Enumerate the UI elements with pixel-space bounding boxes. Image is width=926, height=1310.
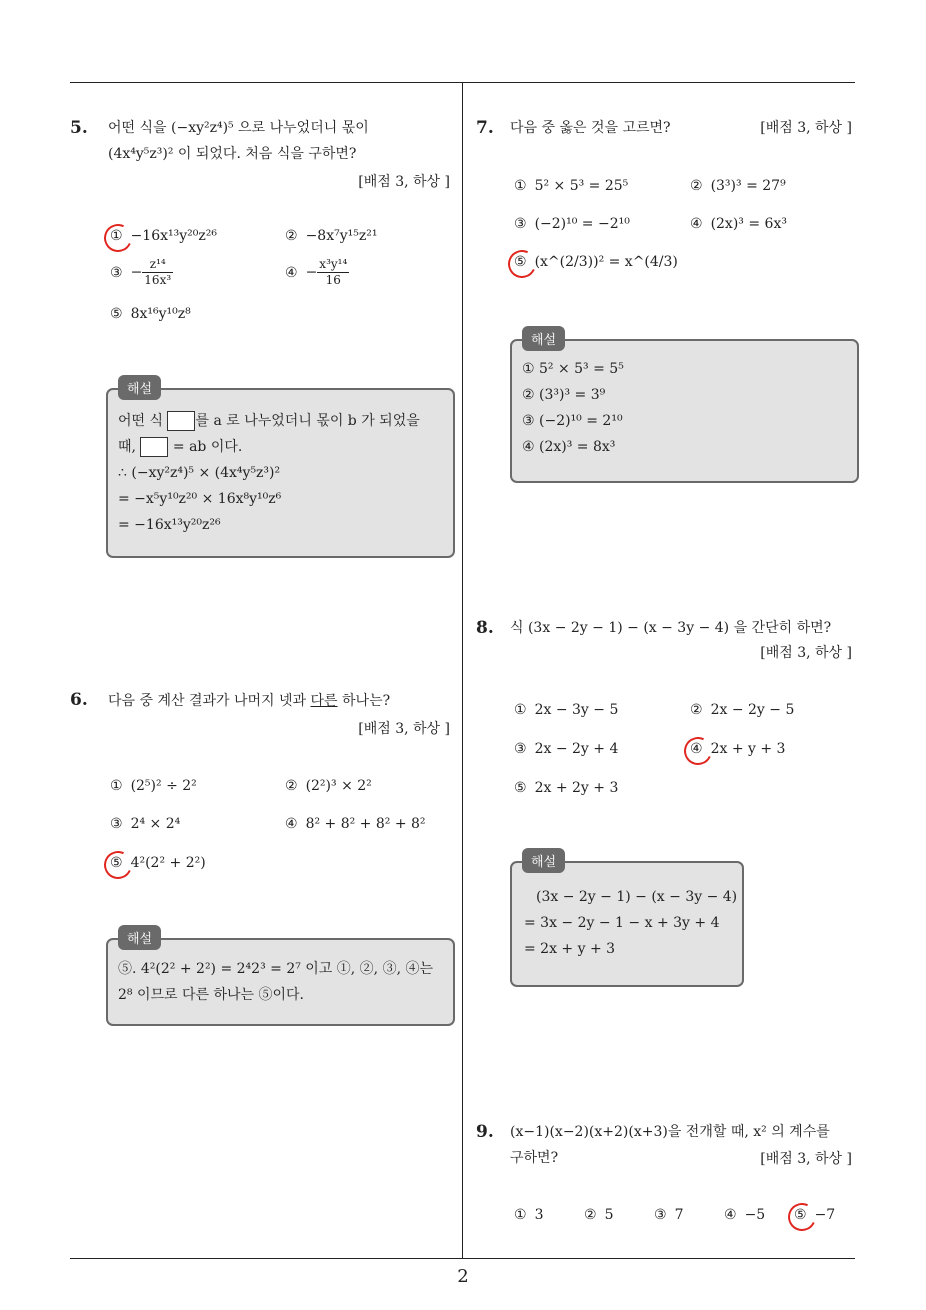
question-8-text: 식 (3x − 2y − 1) − (x − 3y − 4) 을 간단히 하면? [510, 620, 832, 636]
option-mark: ① [514, 178, 527, 194]
q5-option-4[interactable] [285, 257, 349, 288]
option-mark: ⑤ [514, 254, 527, 270]
option-mark: ④ [285, 264, 298, 281]
q5-solution-tag: 해설 [118, 375, 161, 400]
option-mark: ③ [654, 1207, 667, 1223]
bottom-rule [70, 1258, 855, 1259]
page-number: 2 [457, 1266, 469, 1287]
q6-option-3[interactable] [110, 816, 180, 832]
option-text: −5 [744, 1207, 766, 1223]
q7-option-1[interactable] [514, 178, 628, 194]
q5-solution-body [118, 408, 420, 538]
option-mark: ⑤ [514, 780, 527, 796]
q7-option-4[interactable] [690, 216, 787, 232]
solution-text: 를 a 로 나누었더니 몫이 b 가 되었을 [195, 413, 420, 429]
option-text: 2x − 2y − 5 [710, 702, 795, 718]
option-mark: ② [285, 228, 298, 244]
q8-option-3[interactable] [514, 741, 618, 757]
q9-option-2[interactable] [584, 1207, 613, 1223]
option-mark: ① [514, 702, 527, 718]
question-5-score: [배점 3, 하상 ] [358, 174, 450, 190]
q5-option-3[interactable] [110, 257, 173, 288]
solution-line-3: ∴ (−xy²z⁴)⁵ × (4x⁴y⁵z³)² [118, 465, 281, 481]
blank-box [167, 411, 195, 431]
option-text: (−2)¹⁰ = −2¹⁰ [534, 216, 630, 232]
solution-line-2: 2⁸ 이므로 다른 하나는 ⑤이다. [118, 987, 305, 1003]
question-9-number: 9. [476, 1122, 494, 1142]
q7-option-2[interactable] [690, 178, 786, 194]
question-7-number: 7. [476, 118, 494, 138]
fraction-numerator: x³y¹⁴ [319, 257, 348, 271]
answer-circle [784, 1199, 820, 1235]
option-text: (2²)³ × 2² [305, 778, 372, 794]
solution-line-1: ① 5² × 5³ = 5⁵ [522, 361, 624, 377]
solution-text: = ab 이다. [172, 439, 243, 455]
option-prefix: − [305, 264, 318, 281]
q9-option-3[interactable] [654, 1207, 683, 1223]
option-text: 2x + 2y + 3 [534, 780, 619, 796]
q7-option-5[interactable] [514, 254, 678, 270]
option-mark: ⑤ [794, 1207, 807, 1223]
question-9-text-line1: (x−1)(x−2)(x+2)(x+3)을 전개할 때, x² 의 계수를 [510, 1124, 830, 1140]
option-text: −16x¹³y²⁰z²⁶ [130, 228, 217, 244]
question-5-text-line2: (4x⁴y⁵z³)² 이 되었다. 처음 식을 구하면? [108, 146, 357, 162]
option-mark: ③ [514, 216, 527, 232]
question-9-score: [배점 3, 하상 ] [760, 1151, 852, 1167]
answer-circle [504, 246, 540, 282]
option-mark: ③ [110, 816, 123, 832]
solution-text: 어떤 식 [118, 413, 164, 429]
question-5-text-line1: 어떤 식을 (−xy²z⁴)⁵ 으로 나누었더니 몫이 [108, 120, 369, 136]
solution-line-4: ④ (2x)³ = 8x³ [522, 439, 616, 455]
option-mark: ④ [690, 741, 703, 757]
option-text: 7 [674, 1207, 684, 1223]
question-9-text-line2: 구하면? [510, 1150, 559, 1166]
q7-option-3[interactable] [514, 216, 630, 232]
solution-line-3: = 2x + y + 3 [524, 941, 616, 957]
blank-box [140, 437, 168, 457]
question-6-score: [배점 3, 하상 ] [358, 721, 450, 737]
option-fraction [317, 257, 349, 288]
option-mark: ④ [724, 1207, 737, 1223]
option-mark: ① [514, 1207, 527, 1223]
solution-line-2: ② (3³)³ = 3⁹ [522, 387, 606, 403]
q9-option-1[interactable] [514, 1207, 543, 1223]
question-5-number: 5. [70, 118, 88, 138]
option-mark: ② [285, 778, 298, 794]
option-text: −7 [814, 1207, 836, 1223]
option-text: 8x¹⁶y¹⁰z⁸ [130, 306, 191, 322]
option-mark: ② [584, 1207, 597, 1223]
option-mark: ⑤ [110, 306, 123, 322]
q8-option-5[interactable] [514, 780, 618, 796]
q9-option-4[interactable] [724, 1207, 765, 1223]
q6-option-4[interactable] [285, 816, 426, 832]
option-text: 2x − 2y + 4 [534, 741, 619, 757]
option-text: (2x)³ = 6x³ [710, 216, 787, 232]
option-mark: ⑤ [110, 855, 123, 871]
solution-line-2 [118, 434, 420, 460]
option-text: (3³)³ = 27⁹ [710, 178, 786, 194]
answer-circle [100, 220, 136, 256]
q7-solution-tag: 해설 [522, 326, 565, 351]
question-8-number: 8. [476, 618, 494, 638]
question-6-number: 6. [70, 690, 88, 710]
question-text: 하나는? [337, 693, 391, 709]
solution-line-1: ⑤. 4²(2² + 2²) = 2⁴2³ = 2⁷ 이고 ①, ②, ③, ④는 [118, 961, 434, 977]
fraction-denominator: 16x³ [144, 273, 172, 287]
q6-option-2[interactable] [285, 778, 372, 794]
underlined-word: 다른 [310, 693, 338, 709]
option-text: 5 [604, 1207, 614, 1223]
question-8-score: [배점 3, 하상 ] [760, 645, 852, 661]
option-text: 2x + y + 3 [710, 741, 786, 757]
option-mark: ① [110, 228, 123, 244]
q6-option-1[interactable] [110, 778, 197, 794]
q5-option-5[interactable] [110, 306, 191, 322]
q5-option-2[interactable] [285, 228, 377, 244]
option-mark: ④ [690, 216, 703, 232]
option-prefix: − [130, 264, 143, 281]
solution-line-3: ③ (−2)¹⁰ = 2¹⁰ [522, 413, 623, 429]
q8-solution-tag: 해설 [522, 848, 565, 873]
q8-solution-body [524, 884, 737, 962]
q8-option-2[interactable] [690, 702, 794, 718]
option-text: 5² × 5³ = 25⁵ [534, 178, 629, 194]
solution-line-1: (3x − 2y − 1) − (x − 3y − 4) [536, 889, 738, 905]
fraction-numerator: z¹⁴ [142, 257, 173, 273]
question-6-text [108, 688, 390, 714]
solution-text: 때, [118, 439, 136, 455]
solution-line-4: = −x⁵y¹⁰z²⁰ × 16x⁸y¹⁰z⁶ [118, 491, 282, 507]
option-text: −8x⁷y¹⁵z²¹ [305, 228, 378, 244]
q7-solution-body [522, 356, 624, 460]
q6-solution-body [118, 956, 433, 1008]
option-mark: ① [110, 778, 123, 794]
option-mark: ② [690, 702, 703, 718]
q8-option-1[interactable] [514, 702, 618, 718]
option-text: 3 [534, 1207, 544, 1223]
option-text: 2x − 3y − 5 [534, 702, 619, 718]
question-7-text: 다음 중 옳은 것을 고르면? [510, 120, 671, 136]
option-mark: ③ [514, 741, 527, 757]
solution-line-5: = −16x¹³y²⁰z²⁶ [118, 517, 221, 533]
solution-line-2: = 3x − 2y − 1 − x + 3y + 4 [524, 915, 720, 931]
question-text: 다음 중 계산 결과가 나머지 넷과 [108, 693, 311, 709]
option-fraction [142, 257, 173, 288]
option-text: 8² + 8² + 8² + 8² [305, 816, 426, 832]
option-text: 2⁴ × 2⁴ [130, 816, 181, 832]
solution-line-1 [118, 408, 420, 434]
question-7-score: [배점 3, 하상 ] [760, 120, 852, 136]
option-mark: ② [690, 178, 703, 194]
option-text: (2⁵)² ÷ 2² [130, 778, 197, 794]
column-divider [462, 82, 463, 1258]
answer-circle [680, 733, 716, 769]
fraction-denominator: 16 [325, 273, 341, 287]
option-mark: ③ [110, 264, 123, 281]
option-text: 4²(2² + 2²) [130, 855, 206, 871]
answer-circle [100, 847, 136, 883]
option-text: (x^(2/3))² = x^(4/3) [534, 254, 678, 270]
option-mark: ④ [285, 816, 298, 832]
q6-solution-tag: 해설 [118, 925, 161, 950]
